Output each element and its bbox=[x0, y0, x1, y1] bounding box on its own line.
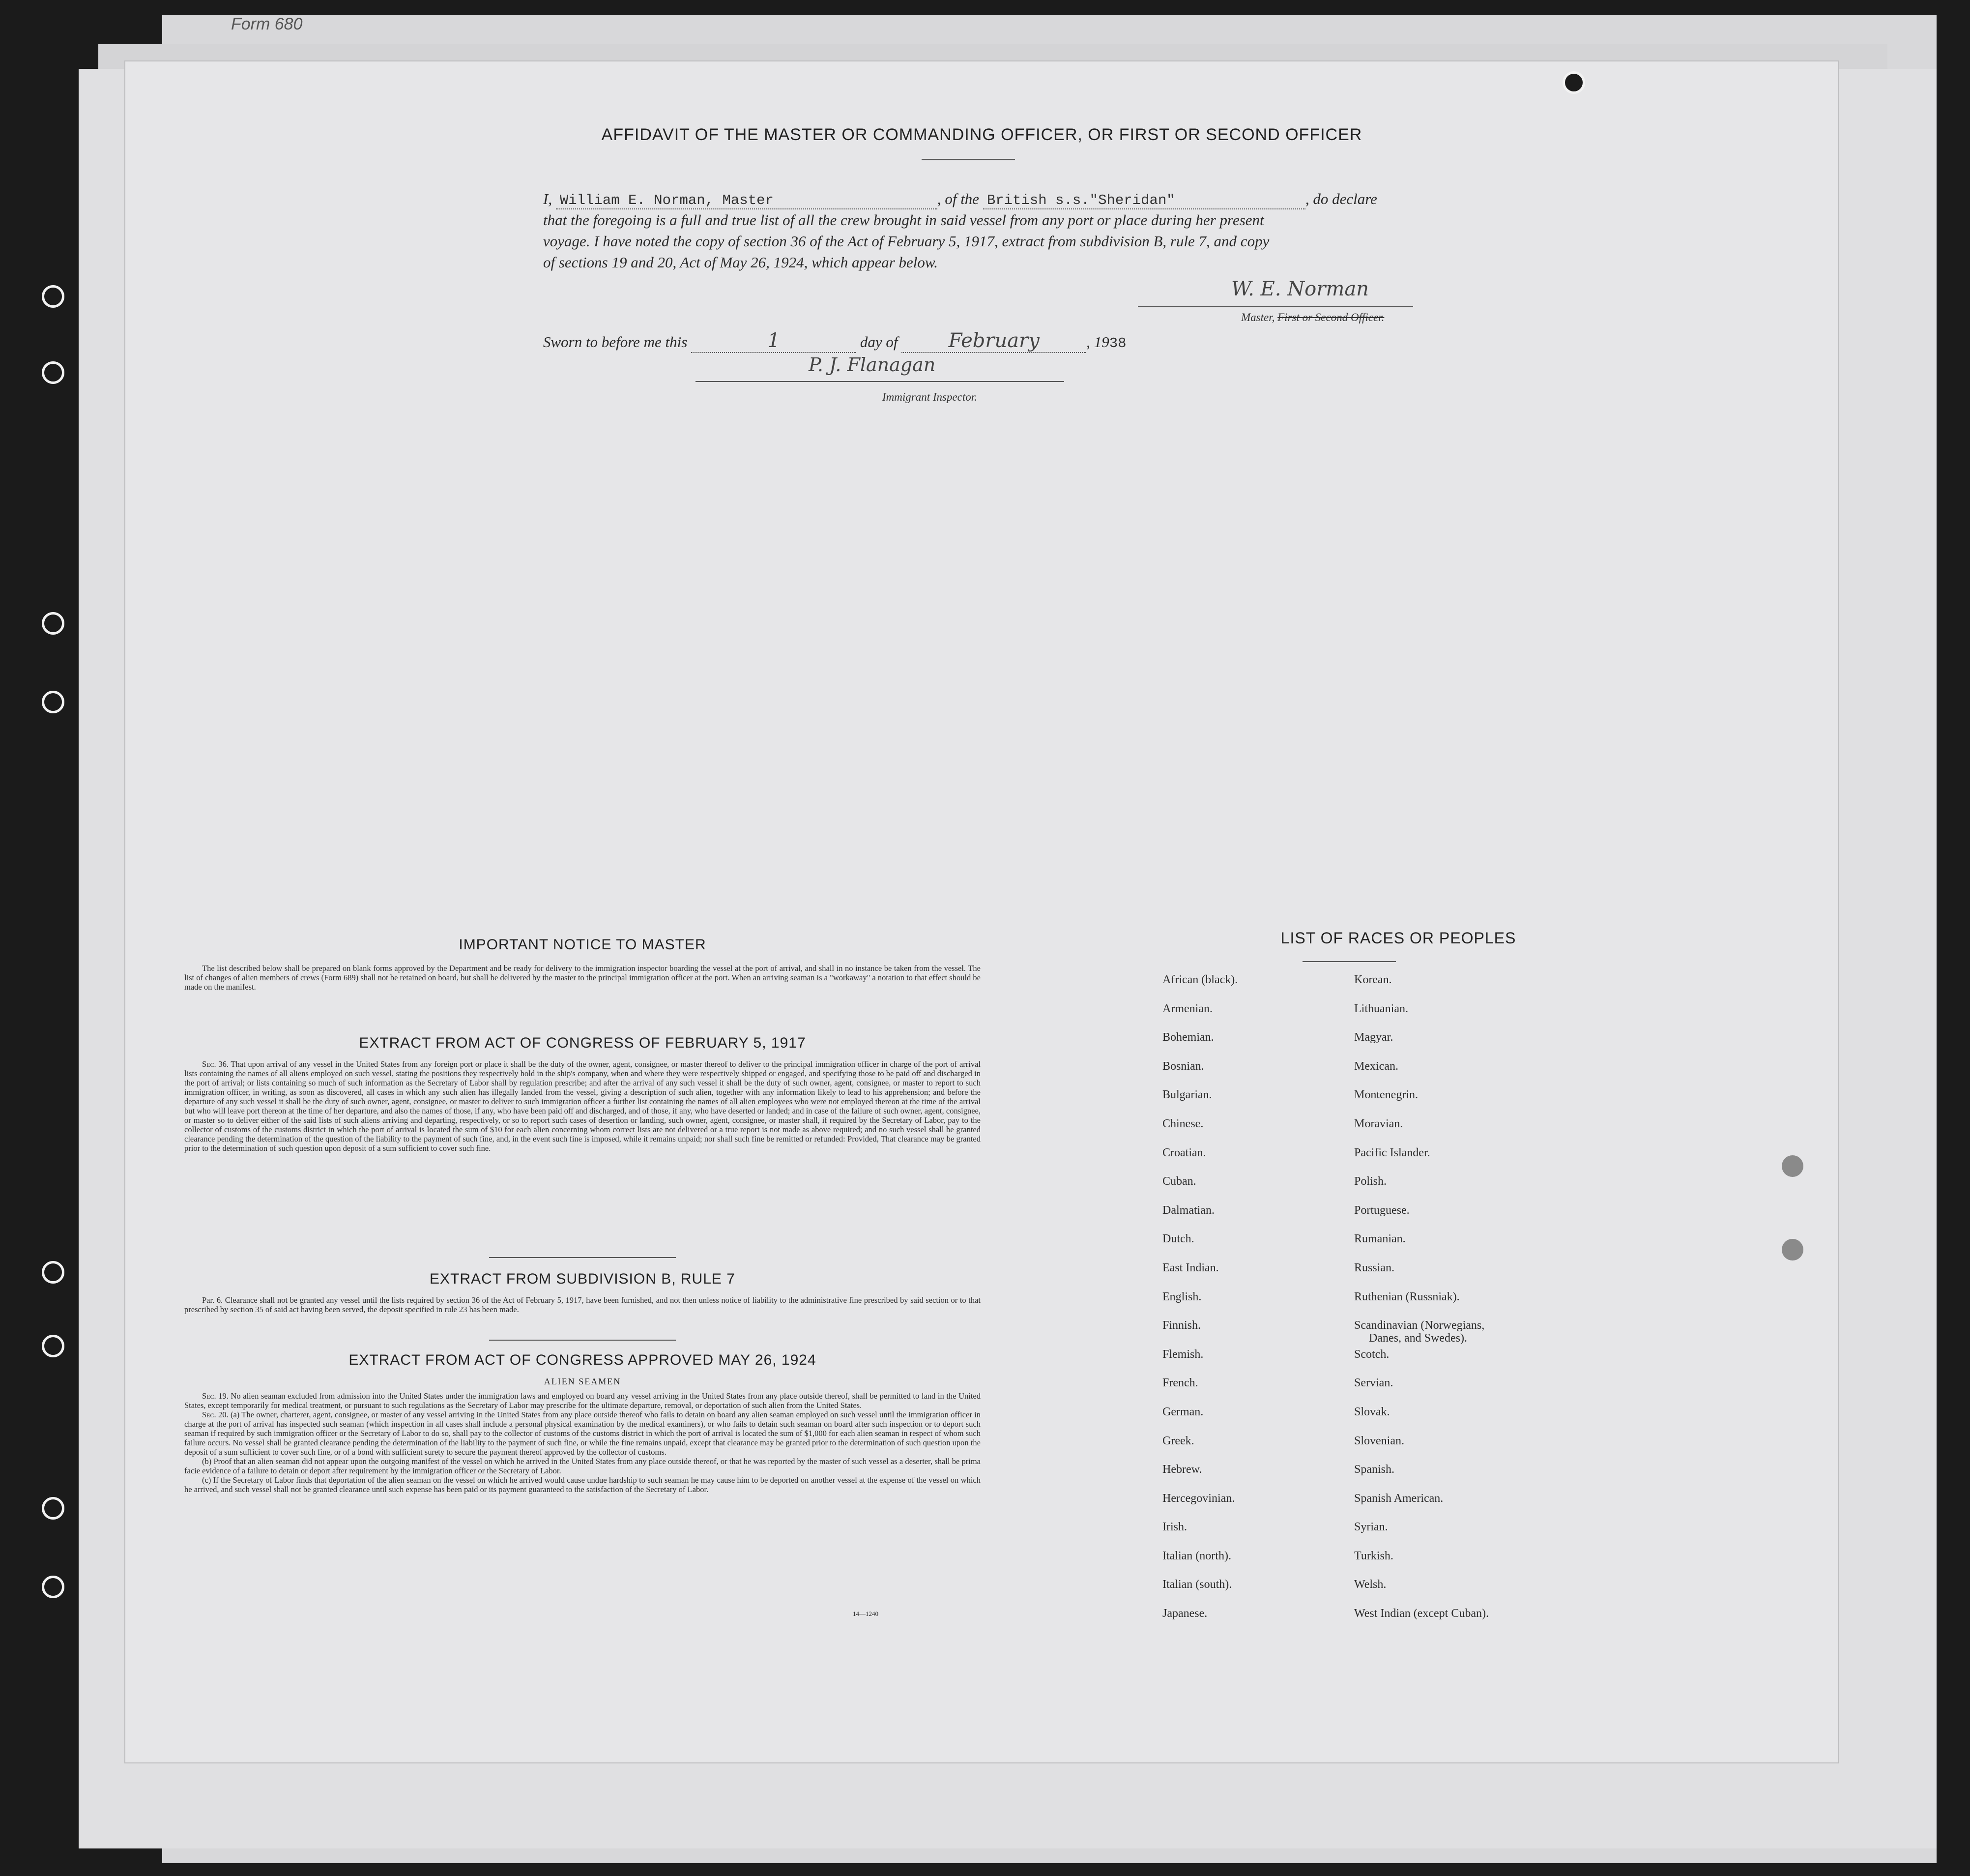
master-name-field: William E. Norman, Master bbox=[556, 192, 937, 209]
race-item: Turkish. bbox=[1354, 1549, 1393, 1562]
race-item: French. bbox=[1162, 1377, 1198, 1390]
race-item bbox=[1354, 1319, 1610, 1348]
race-item: Irish. bbox=[1162, 1521, 1187, 1534]
race-item: Flemish. bbox=[1162, 1348, 1204, 1361]
race-item: Lithuanian. bbox=[1354, 1002, 1408, 1015]
print-code: 14—1240 bbox=[853, 1610, 878, 1617]
races-right-column bbox=[1354, 973, 1610, 1636]
extract-rule7-title: EXTRACT FROM SUBDIVISION B, RULE 7 bbox=[430, 1271, 735, 1287]
race-item: Polish. bbox=[1354, 1175, 1387, 1188]
punch-hole bbox=[42, 285, 64, 308]
race-item: Servian. bbox=[1354, 1377, 1393, 1390]
race-item: Portuguese. bbox=[1354, 1203, 1410, 1217]
extract-1917-text bbox=[184, 1059, 981, 1153]
race-item: Spanish American. bbox=[1354, 1492, 1444, 1505]
sec20a-text: (a) The owner, charterer, agent, consignee, or master of any vessel arriving in the United States from any place outside thereof who fails to detain on board any alien seaman employed on such vessel until the immigration officer in charge at the port of arrival has inspected such seaman (which inspection in all cases shall include a personal physical examination by the medical examiners), or who fails to detain such seaman on board after such inspection or to deport such seaman if required by such immigration officer or the Secretary of Labor to do so, shall pay to the collector of customs of the customs district in which the port of arrival is located the sum of $1,000 for each alien seaman in respect of whom such failure occurs. No vessel shall be granted clearance pending the determination of the liability to the payment of such fine, or while the fine remains unpaid, except that clearance may be granted prior to the determination of such question upon the deposit of a sum sufficient to cover such fine, or of a bond with sufficient surety to secure the payment thereof approved by the collector of customs. bbox=[184, 1410, 981, 1457]
punch-dot bbox=[1782, 1155, 1803, 1177]
race-item: Italian (south). bbox=[1162, 1578, 1232, 1591]
punch-hole bbox=[42, 1335, 64, 1357]
race-item: Moravian. bbox=[1354, 1117, 1403, 1130]
signature-rule bbox=[1138, 306, 1413, 307]
race-item: African (black). bbox=[1162, 973, 1238, 986]
affidavit-title: AFFIDAVIT OF THE MASTER OR COMMANDING OFFICER, OR FIRST OR SECOND OFFICER bbox=[601, 125, 1362, 144]
race-item-line: Scandinavian (Norwegians, bbox=[1354, 1319, 1485, 1332]
inspector-signature-rule bbox=[695, 381, 1064, 382]
race-item: Syrian. bbox=[1354, 1521, 1388, 1534]
sec19-text: No alien seaman excluded from admission into the United States under the immigration laws and employed on board any vessel arriving in the United States from any place outside thereof, shall be permitted to land in the United States, except temporarily for medical treatment, or pursuant to such regulations as the Secretary of Labor may prescribe for the ultimate departure, removal, or deportation of such alien from the United States. bbox=[184, 1391, 981, 1410]
sworn-prefix: Sworn to before me this bbox=[543, 333, 688, 351]
sworn-year-prefix: , 19 bbox=[1086, 333, 1109, 351]
races-title: LIST OF RACES OR PEOPLES bbox=[1280, 929, 1516, 947]
sec36-text: That upon arrival of any vessel in the United States from any foreign port or place it shall be the duty of the owner, agent, consignee, or master thereof to deliver to the principal immigration officer in charge of the port of arrival lists containing the names of all aliens employed on such vessel, stating the positions they respectively hold in the ship's company, when and where they were respectively shipped or engaged, and specifying those to be paid off and discharged in the port of arrival; or lists containing so much of such information as the Secretary of Labor shall by regulation prescribe; and after the arrival of any such vessel it shall be the duty of such owner, agent, consignee, or master to report to such immigration officer, in writing, as soon as discovered, all cases in which any such alien has illegally landed from the vessel, giving a description of such alien, together with any information likely to lead to his apprehension; and before the departure of any such vessel it shall be the duty of such owner, agent, consignee, or master to deliver to such immigration officer a further list containing the names of all alien employees who were not employed thereon at the time of the arrival but who will leave port thereon at the time of her departure, and also the names of those, if any, who have been paid off and discharged, and of those, if any, who have deserted or landed; and in case of the failure of such owner, agent, consignee, or master so to deliver either of the said lists of such aliens arriving and departing, respectively, or so to report such cases of desertion or landing, such owner, agent, consignee, or master shall, if required by the Secretary of Labor, pay to the collector of customs of the customs district in which the port of arrival is located the sum of $10 for each alien concerning whom correct lists are not delivered or a true report is not made as above required; and no such vessel shall be granted clearance pending the determination of the question of the liability to the payment of such fine, and, in the event such fine is imposed, while it remains unpaid; nor shall such fine be remitted or refunded: Provided, That clearance may be granted prior to the determination of such question upon deposit of a sum sufficient to cover such fine. bbox=[184, 1059, 981, 1153]
declaration-mid: , of the bbox=[937, 190, 980, 207]
inspector-signature: P. J. Flanagan bbox=[809, 354, 936, 376]
race-item: Spanish. bbox=[1354, 1463, 1395, 1476]
race-item: Slovenian. bbox=[1354, 1434, 1404, 1447]
race-item: Russian. bbox=[1354, 1261, 1395, 1274]
race-item: Bulgarian. bbox=[1162, 1088, 1212, 1102]
race-item: Pacific Islander. bbox=[1354, 1146, 1430, 1159]
race-item: Finnish. bbox=[1162, 1319, 1201, 1332]
extract-1924-title: EXTRACT FROM ACT OF CONGRESS APPROVED MAY 26, 1924 bbox=[348, 1352, 816, 1368]
race-item: Scotch. bbox=[1354, 1348, 1390, 1361]
race-item: Dalmatian. bbox=[1162, 1203, 1215, 1217]
sec36-label: Sec. 36. bbox=[202, 1059, 229, 1069]
extract-1917-title: EXTRACT FROM ACT OF CONGRESS OF FEBRUARY 5, 1917 bbox=[359, 1035, 806, 1051]
race-item: Magyar. bbox=[1354, 1031, 1393, 1044]
notice-title: IMPORTANT NOTICE TO MASTER bbox=[459, 937, 706, 953]
declaration-line-4: of sections 19 and 20, Act of May 26, 1924, which appear below. bbox=[543, 254, 938, 271]
declaration-prefix: I, bbox=[543, 190, 552, 207]
race-item: Rumanian. bbox=[1354, 1232, 1406, 1246]
race-item-continuation: Danes, and Swedes). bbox=[1369, 1332, 1467, 1345]
extract-rule7-text bbox=[184, 1295, 981, 1314]
notice-text bbox=[184, 964, 981, 992]
race-item: Japanese. bbox=[1162, 1607, 1208, 1620]
declaration-line-2: that the foregoing is a full and true list of all the crew brought in said vessel from any port or place during her present bbox=[543, 211, 1264, 229]
race-item: Ruthenian (Russniak). bbox=[1354, 1290, 1460, 1303]
sec20c-paragraph: (c) If the Secretary of Labor finds that deportation of the alien seaman on the vessel on which he arrived would cause undue hardship to such seaman he may cause him to be deported on another vessel at the expense of the vessel on which he arrived, and such vessel shall not be granted clearance until such expense has been paid or its payment guaranteed to the satisfaction of the Secretary of Labor. bbox=[184, 1475, 981, 1494]
race-item: Italian (north). bbox=[1162, 1549, 1231, 1562]
punch-hole bbox=[42, 1261, 64, 1284]
title-rule bbox=[922, 159, 1015, 160]
punch-hole bbox=[42, 1576, 64, 1598]
race-item: Montenegrin. bbox=[1354, 1088, 1418, 1102]
sworn-year-field: 38 bbox=[1109, 335, 1127, 352]
inspector-caption: Immigrant Inspector. bbox=[882, 391, 977, 403]
alien-seamen-subtitle: ALIEN SEAMEN bbox=[544, 1377, 621, 1386]
race-item: German. bbox=[1162, 1405, 1204, 1418]
races-title-rule bbox=[1303, 961, 1396, 962]
declaration-line-1 bbox=[543, 190, 1377, 209]
punch-hole bbox=[1563, 71, 1585, 94]
race-item: Hebrew. bbox=[1162, 1463, 1202, 1476]
notice-paragraph: The list described below shall be prepared on blank forms approved by the Department and be ready for delivery to the immigration inspector boarding the vessel at the port of arrival, and shall in no instance be taken from the vessel. The list of changes of alien members of crews (Form 689) shall not be retained on board, but shall be delivered by the master to the principal immigration officer at the port. When an arriving seaman is a "workaway" a notation to that effect should be made on the manifest. bbox=[184, 964, 981, 992]
race-item: Cuban. bbox=[1162, 1175, 1196, 1188]
race-item: Bosnian. bbox=[1162, 1059, 1204, 1073]
race-item: Korean. bbox=[1354, 973, 1392, 986]
race-item: Chinese. bbox=[1162, 1117, 1204, 1130]
extract-1924-text bbox=[184, 1391, 981, 1494]
declaration-suffix: , do declare bbox=[1305, 190, 1377, 207]
race-item: English. bbox=[1162, 1290, 1202, 1303]
caption-master: Master, bbox=[1241, 311, 1275, 323]
sec19-label: Sec. 19. bbox=[202, 1391, 229, 1401]
race-item: Slovak. bbox=[1354, 1405, 1390, 1418]
race-item: Hercegovinian. bbox=[1162, 1492, 1235, 1505]
sworn-line bbox=[543, 329, 1127, 353]
punch-hole bbox=[42, 361, 64, 384]
signature-caption bbox=[1241, 311, 1384, 324]
sec20a-paragraph bbox=[184, 1410, 981, 1457]
form-number-tag: Form 680 bbox=[231, 15, 303, 33]
sworn-month-field: February bbox=[901, 329, 1086, 353]
race-item: Bohemian. bbox=[1162, 1031, 1214, 1044]
sec20-label: Sec. 20. bbox=[202, 1410, 229, 1419]
race-item: Dutch. bbox=[1162, 1232, 1194, 1246]
section-rule bbox=[489, 1257, 676, 1258]
rule7-paragraph: Par. 6. Clearance shall not be granted any vessel until the lists required by section 36 of the Act of February 5, 1917, have been furnished, and not then unless notice of liability to the administrative fine prescribed by said section or to that prescribed by section 35 of said act having been served, the deposit specified in rule 23 has been made. bbox=[184, 1295, 981, 1314]
race-item: Mexican. bbox=[1354, 1059, 1398, 1073]
section-rule bbox=[489, 1340, 676, 1341]
vessel-field: British s.s."Sheridan" bbox=[983, 192, 1305, 209]
race-item: Greek. bbox=[1162, 1434, 1194, 1447]
race-item: Croatian. bbox=[1162, 1146, 1206, 1159]
caption-struck-officer: First or Second Officer. bbox=[1277, 311, 1385, 323]
punch-hole bbox=[42, 691, 64, 713]
master-signature: W. E. Norman bbox=[1231, 278, 1369, 300]
affidavit-page bbox=[125, 61, 1838, 1762]
punch-hole bbox=[42, 1497, 64, 1520]
punch-hole bbox=[42, 612, 64, 635]
race-item: West Indian (except Cuban). bbox=[1354, 1607, 1489, 1620]
sec20b-paragraph: (b) Proof that an alien seaman did not appear upon the outgoing manifest of the vessel on which he arrived in the United States from any place outside thereof, or that he was reported by the master of such vessel as a deserter, shall be prima facie evidence of a failure to detain or deport after requirement by the immigration officer or the Secretary of Labor. bbox=[184, 1457, 981, 1475]
race-item: Armenian. bbox=[1162, 1002, 1213, 1015]
declaration-line-3: voyage. I have noted the copy of section 36 of the Act of February 5, 1917, extract from subdivision B, rule 7, and copy bbox=[543, 233, 1270, 250]
sworn-day-field: 1 bbox=[691, 329, 856, 353]
sec19-paragraph bbox=[184, 1391, 981, 1410]
race-item: Welsh. bbox=[1354, 1578, 1387, 1591]
race-item: East Indian. bbox=[1162, 1261, 1219, 1274]
sworn-day-of: day of bbox=[860, 333, 898, 351]
sec36-paragraph bbox=[184, 1059, 981, 1153]
punch-dot bbox=[1782, 1239, 1803, 1260]
